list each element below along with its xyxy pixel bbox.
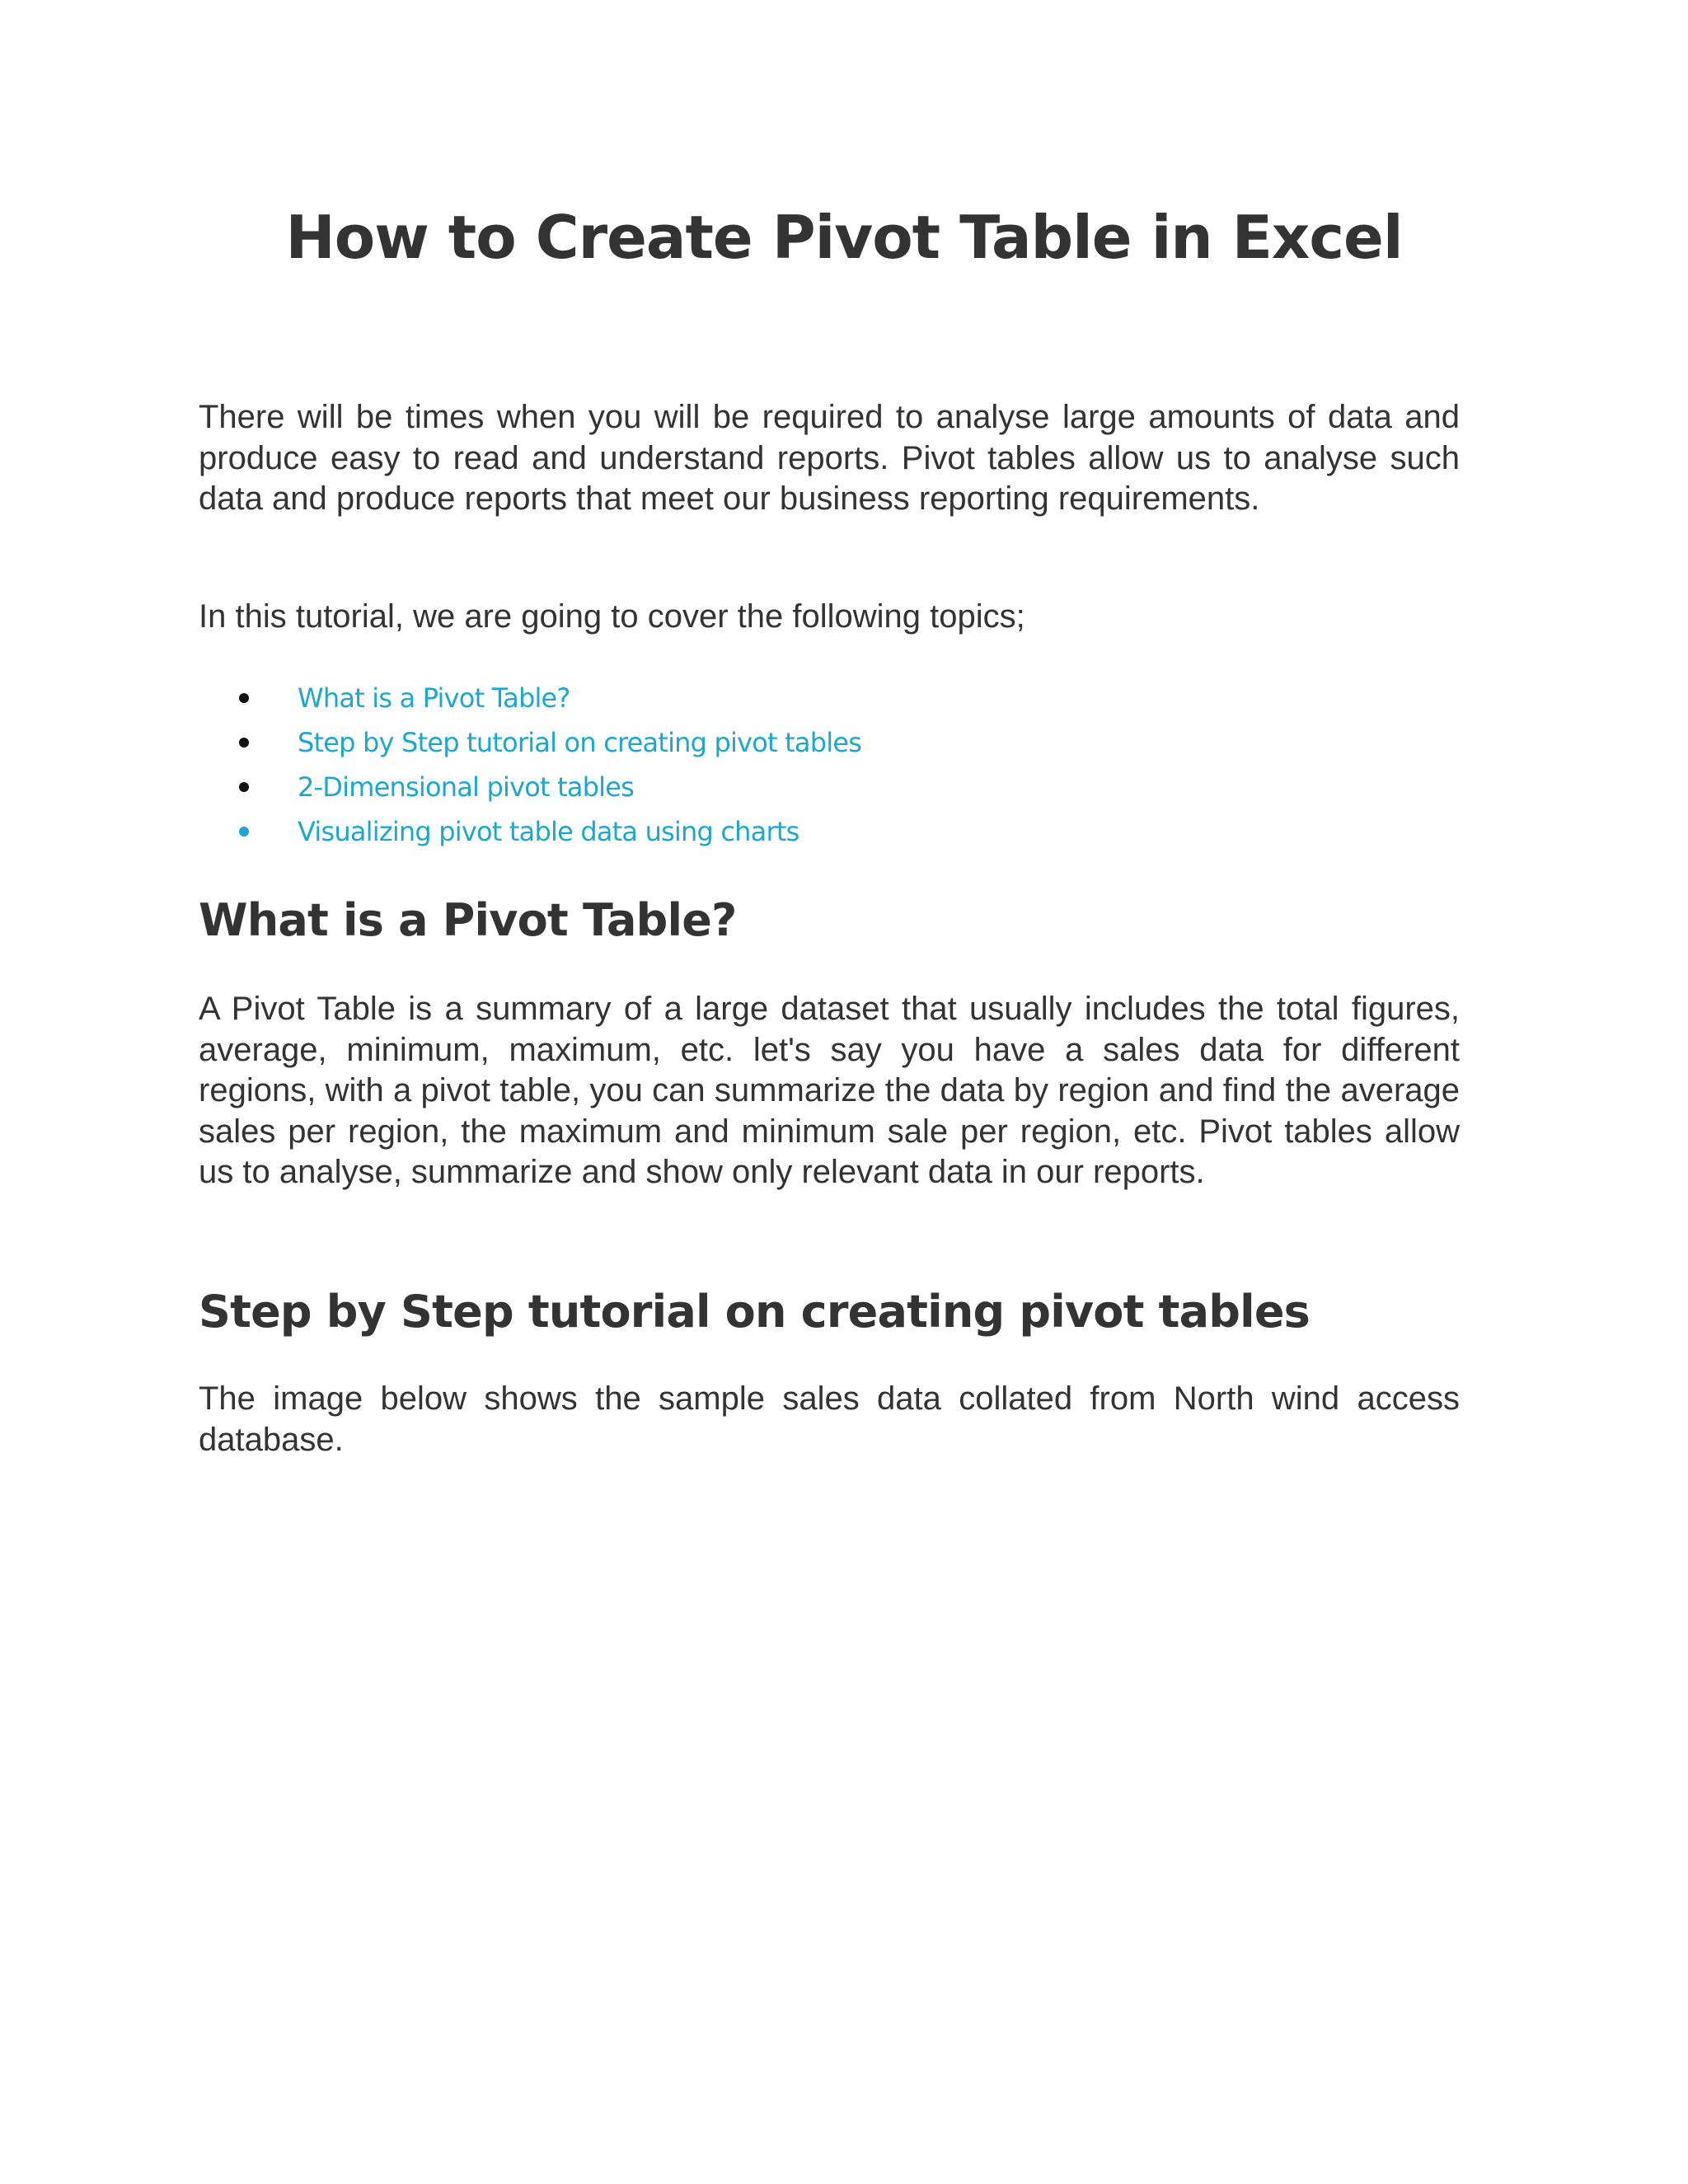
section-body-what-is-pivot-table: A Pivot Table is a summary of a large dataset that usually includes the total figures, average, minimum, maximum, etc. let's say you have a sales data for different regions, with a pivot table, you can summarize the data by region and find the average sales per region, the maximum and minimum sale per region, etc. Pivot tables allow us to analyse, summarize and show only relevant data in our reports. bbox=[199, 991, 1460, 1190]
section-heading-what-is-pivot-table: What is a Pivot Table? bbox=[199, 894, 737, 946]
bullet-icon bbox=[239, 693, 249, 703]
section-heading-step-by-step: Step by Step tutorial on creating pivot tables bbox=[199, 1286, 1311, 1338]
topic-link-what-is-pivot-table[interactable]: What is a Pivot Table? bbox=[298, 682, 570, 714]
topic-link-2d-pivot-tables[interactable]: 2-Dimensional pivot tables bbox=[298, 771, 635, 803]
topics-intro-paragraph: In this tutorial, we are going to cover the following topics; bbox=[199, 598, 1025, 635]
list-item bbox=[239, 765, 861, 809]
section-body-step-by-step: The image below shows the sample sales data collated from North wind access database. bbox=[199, 1380, 1460, 1458]
topic-link-step-by-step[interactable]: Step by Step tutorial on creating pivot tables bbox=[298, 727, 862, 758]
list-item bbox=[239, 676, 861, 720]
bullet-icon bbox=[239, 738, 249, 748]
topics-list bbox=[239, 676, 861, 854]
bullet-icon bbox=[239, 782, 249, 792]
list-item bbox=[239, 809, 861, 854]
page-title: How to Create Pivot Table in Excel bbox=[285, 203, 1403, 272]
topic-link-visualizing-charts[interactable]: Visualizing pivot table data using charts bbox=[298, 816, 799, 847]
intro-paragraph: There will be times when you will be required to analyse large amounts of data and produce easy to read and understand reports. Pivot tables allow us to analyse such data and produce reports that meet our business reporting requirements. bbox=[199, 399, 1460, 517]
list-item bbox=[239, 720, 861, 765]
bullet-icon bbox=[239, 827, 249, 837]
